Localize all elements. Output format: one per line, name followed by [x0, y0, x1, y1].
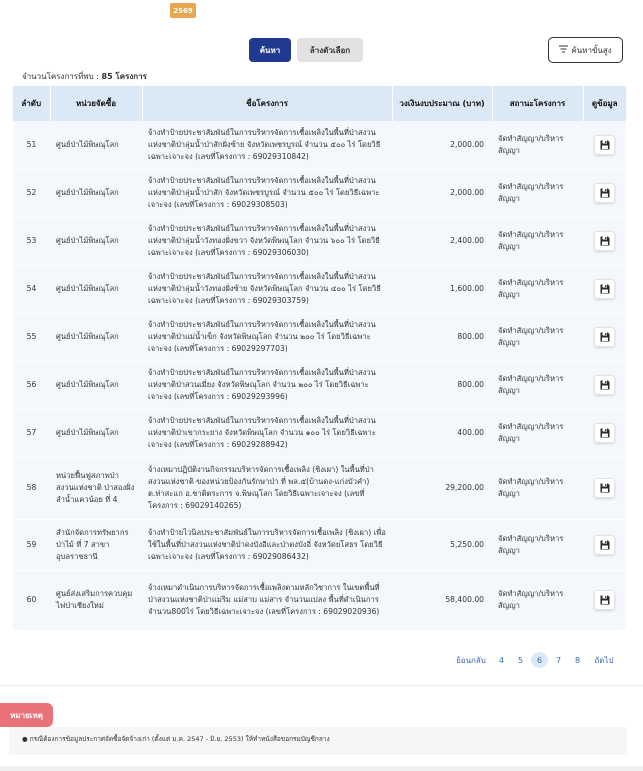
row-unit: ศูนย์ส่งเสริมการควบคุมไฟป่าเชียงใหม่ — [50, 570, 142, 630]
row-budget: 400.00 — [392, 409, 492, 457]
row-status: จัดทำสัญญา/บริหารสัญญา — [492, 519, 583, 570]
save-disk-icon — [600, 284, 610, 294]
clear-filters-button[interactable]: ล้างตัวเลือก — [297, 38, 363, 62]
row-project-name: จ้างทำป้ายประชาสัมพันธ์ในการบริหารจัดการเชื้อเพลิงในพื้นที่ป่าสงวนแห่งชาติป่าแม่น้ำเข็ก จังหวัดพิษณุโลก จำนวน ๒๐๐ ไร่ โดยวิธีเฉพาะเจาะจง (เลขที่โครงการ : 69029297703) — [142, 313, 392, 361]
row-unit: สำนักจัดการทรัพยากรป่าไม้ ที่ 7 สาขาอุบลราชธานี — [50, 519, 142, 570]
table-row — [13, 519, 626, 570]
row-project-name: จ้างทำป้ายประชาสัมพันธ์ในการบริหารจัดการเชื้อเพลิงในพื้นที่ป่าสงวนแห่งชาติป่าลุ่มน้ำวังทองฝั่งขวา จังหวัดพิษณุโลก จำนวน ๖๐๐ ไร่ โดยวิธีเฉพาะเจาะจง (เลขที่โครงการ : 69029306030) — [142, 217, 392, 265]
row-status: จัดทำสัญญา/บริหารสัญญา — [492, 457, 583, 519]
pagination-page-4[interactable]: 4 — [498, 655, 505, 665]
table-header-row — [13, 86, 626, 121]
view-details-button[interactable] — [594, 327, 615, 347]
advanced-search-button[interactable] — [548, 37, 623, 63]
header-budget: วงเงินงบประมาณ (บาท) — [392, 86, 492, 121]
row-no: 55 — [13, 313, 50, 361]
row-project-name: จ้างทำป้ายประชาสัมพันธ์ในการบริหารจัดการเชื้อเพลิงในพื้นที่ป่าสงวนแห่งชาติป่าสวนเมี่ยง จังหวัดพิษณุโลก จำนวน ๒๐๐ ไร่ โดยวิธีเฉพาะเจาะจง (เลขที่โครงการ : 69029293996) — [142, 361, 392, 409]
header-project-name: ชื่อโครงการ — [142, 86, 392, 121]
row-view-cell — [583, 121, 626, 169]
row-budget: 2,000.00 — [392, 169, 492, 217]
row-status: จัดทำสัญญา/บริหารสัญญา — [492, 361, 583, 409]
view-details-button[interactable] — [594, 231, 615, 251]
fiscal-year-tag: 2569 — [170, 3, 196, 18]
row-view-cell — [583, 409, 626, 457]
row-status: จัดทำสัญญา/บริหารสัญญา — [492, 265, 583, 313]
row-status: จัดทำสัญญา/บริหารสัญญา — [492, 169, 583, 217]
row-no: 59 — [13, 519, 50, 570]
row-status: จัดทำสัญญา/บริหารสัญญา — [492, 217, 583, 265]
view-details-button[interactable] — [594, 183, 615, 203]
row-project-name: จ้างทำป้ายประชาสัมพันธ์ในการบริหารจัดการเชื้อเพลิงในพื้นที่ป่าสงวนแห่งชาติป่าลุ่มน้ำป่าสัก จังหวัดเพชรบูรณ์ จำนวน ๕๐๐ ไร่ โดยวิธีเฉพาะเจาะจง (เลขที่โครงการ : 69029308503) — [142, 169, 392, 217]
save-disk-icon — [600, 380, 610, 390]
advanced-search-label: ค้นหาขั้นสูง — [571, 45, 612, 55]
row-no: 54 — [13, 265, 50, 313]
table-row — [13, 361, 626, 409]
note-text: ● กรณีต้องการข้อมูลประกาศจัดซื้อจัดจ้างเก่า (ตั้งแต่ ม.ค. 2547 - มิ.ย. 2553) ให้ทำหนังสือขอกรมบัญชีกลาง — [22, 735, 330, 743]
save-disk-icon — [600, 428, 610, 438]
row-view-cell — [583, 519, 626, 570]
row-budget: 800.00 — [392, 361, 492, 409]
section-divider — [0, 685, 643, 686]
table-row — [13, 313, 626, 361]
row-no: 51 — [13, 121, 50, 169]
row-view-cell — [583, 313, 626, 361]
header-view: ดูข้อมูล — [583, 86, 626, 121]
header-no: ลำดับ — [13, 86, 50, 121]
row-unit: ศูนย์ป่าไม้พิษณุโลก — [50, 121, 142, 169]
pagination-page-8[interactable]: 8 — [574, 655, 581, 665]
row-unit: ศูนย์ป่าไม้พิษณุโลก — [50, 409, 142, 457]
row-status: จัดทำสัญญา/บริหารสัญญา — [492, 409, 583, 457]
projects-table-container — [13, 86, 626, 631]
row-no: 52 — [13, 169, 50, 217]
row-budget: 5,250.00 — [392, 519, 492, 570]
pagination-page-7[interactable]: 7 — [555, 655, 562, 665]
row-view-cell — [583, 570, 626, 630]
pagination-page-6-active[interactable]: 6 — [531, 652, 548, 668]
pagination-next[interactable]: ถัดไป — [594, 655, 614, 665]
result-count — [22, 70, 147, 83]
save-disk-icon — [600, 140, 610, 150]
view-details-button[interactable] — [594, 135, 615, 155]
row-budget: 2,000.00 — [392, 121, 492, 169]
table-row — [13, 217, 626, 265]
row-project-name: จ้างทำป้ายประชาสัมพันธ์ในการบริหารจัดการเชื้อเพลิงในพื้นที่ป่าสงวนแห่งชาติป่าลุ่มน้ำวังทองฝั่งซ้าย จังหวัดพิษณุโลก จำนวน ๔๐๐ ไร่ โดยวิธีเฉพาะเจาะจง (เลขที่โครงการ : 69029303759) — [142, 265, 392, 313]
view-details-button[interactable] — [594, 590, 615, 610]
row-no: 56 — [13, 361, 50, 409]
pagination-page-5[interactable]: 5 — [517, 655, 524, 665]
row-budget: 29,200.00 — [392, 457, 492, 519]
result-count-value: 85 โครงการ — [101, 72, 147, 81]
row-project-name: จ้างทำป้ายประชาสัมพันธ์ในการบริหารจัดการเชื้อเพลิงในพื้นที่ป่าสงวนแห่งชาติป่าลุ่มน้ำป่าสักฝั่งซ้าย จังหวัดเพชรบูรณ์ จำนวน ๕๐๐ ไร่ โดยวิธีเฉพาะเจาะจง (เลขที่โครงการ : 69029310842) — [142, 121, 392, 169]
row-status: จัดทำสัญญา/บริหารสัญญา — [492, 313, 583, 361]
row-project-name: จ้างเหมาปฏิบัติงานกิจกรรมบริหารจัดการเชื้อเพลิง (ชิงเผา) ในพื้นที่ป่าสงวนแห่งชาติ ของหน่วยป้องกันรักษาป่า ที่ พล.๕(บ้านดง-แก่งบัวคำ) ต.ท่าสะแก อ.ชาติตระการ จ.พิษณุโลก โดยวิธีเฉพาะเจาะจง (เลขที่โครงการ : 69029140265) — [142, 457, 392, 519]
search-button[interactable]: ค้นหา — [249, 38, 291, 62]
save-disk-icon — [600, 236, 610, 246]
view-details-button[interactable] — [594, 535, 615, 555]
row-no: 60 — [13, 570, 50, 630]
table-row — [13, 570, 626, 630]
row-view-cell — [583, 265, 626, 313]
table-row — [13, 265, 626, 313]
row-unit: ศูนย์ป่าไม้พิษณุโลก — [50, 217, 142, 265]
table-row — [13, 457, 626, 519]
save-disk-icon — [600, 332, 610, 342]
view-details-button[interactable] — [594, 478, 615, 498]
header-status: สถานะโครงการ — [492, 86, 583, 121]
row-project-name: จ้างทำป้ายประชาสัมพันธ์ในการบริหารจัดการเชื้อเพลิงในพื้นที่ป่าสงวนแห่งชาติป่าเขากระยาง จังหวัดพิษณุโลก จำนวน ๑๐๐ ไร่ โดยวิธีเฉพาะเจาะจง (เลขที่โครงการ : 69029288942) — [142, 409, 392, 457]
bottom-bar — [0, 766, 643, 771]
row-budget: 1,600.00 — [392, 265, 492, 313]
result-count-label: จำนวนโครงการที่พบ : — [22, 72, 99, 81]
row-budget: 2,400.00 — [392, 217, 492, 265]
row-project-name: จ้างเหมาดำเนินการบริหารจัดการเชื้อเพลิงตามหลักวิชาการ ในเขตพื้นที่ป่าสงวนแห่งชาติป่าแม่ริม แม่สาบ แม่สาร จำนวนแปลง พื้นที่ดำเนินการ จำนวน800ไร่ โดยวิธีเฉพาะเจาะจง (เลขที่โครงการ : 69029020936) — [142, 570, 392, 630]
view-details-button[interactable] — [594, 423, 615, 443]
filter-list-icon — [559, 45, 568, 55]
row-unit: ศูนย์ป่าไม้พิษณุโลก — [50, 313, 142, 361]
view-details-button[interactable] — [594, 375, 615, 395]
row-project-name: จ้างทำป้ายไวนิลประชาสัมพันธ์ในการบริหารจัดการเชื้อเพลิง (ชิงเผา) เพื่อใช้ในพื้นที่ป่าสงวนแห่งชาติป่าดงบังอีและป่าดงบังอี่ จังหวัดยโสธร โดยวิธีเฉพาะเจาะจง (เลขที่โครงการ : 69029086432) — [142, 519, 392, 570]
row-unit: ศูนย์ป่าไม้พิษณุโลก — [50, 169, 142, 217]
table-row — [13, 121, 626, 169]
table-row — [13, 169, 626, 217]
pagination — [450, 652, 621, 668]
view-details-button[interactable] — [594, 279, 615, 299]
row-unit: หน่วยฟื้นฟูสภาพป่าสงวนแห่งชาติ ป่าสองฝั่งลำน้ำแควน้อย ที่ 4 — [50, 457, 142, 519]
header-unit: หน่วยจัดซื้อ — [50, 86, 142, 121]
row-budget: 58,400.00 — [392, 570, 492, 630]
row-no: 57 — [13, 409, 50, 457]
row-view-cell — [583, 361, 626, 409]
table-row — [13, 409, 626, 457]
row-no: 53 — [13, 217, 50, 265]
row-no: 58 — [13, 457, 50, 519]
row-unit: ศูนย์ป่าไม้พิษณุโลก — [50, 361, 142, 409]
row-view-cell — [583, 217, 626, 265]
save-disk-icon — [600, 540, 610, 550]
row-status: จัดทำสัญญา/บริหารสัญญา — [492, 570, 583, 630]
save-disk-icon — [600, 188, 610, 198]
save-disk-icon — [600, 483, 610, 493]
note-tag: หมายเหตุ — [0, 703, 53, 727]
row-view-cell — [583, 457, 626, 519]
projects-table — [13, 86, 626, 631]
row-status: จัดทำสัญญา/บริหารสัญญา — [492, 121, 583, 169]
row-budget: 800.00 — [392, 313, 492, 361]
row-view-cell — [583, 169, 626, 217]
row-unit: ศูนย์ป่าไม้พิษณุโลก — [50, 265, 142, 313]
save-disk-icon — [600, 595, 610, 605]
pagination-prev[interactable]: ย้อนกลับ — [456, 655, 486, 665]
